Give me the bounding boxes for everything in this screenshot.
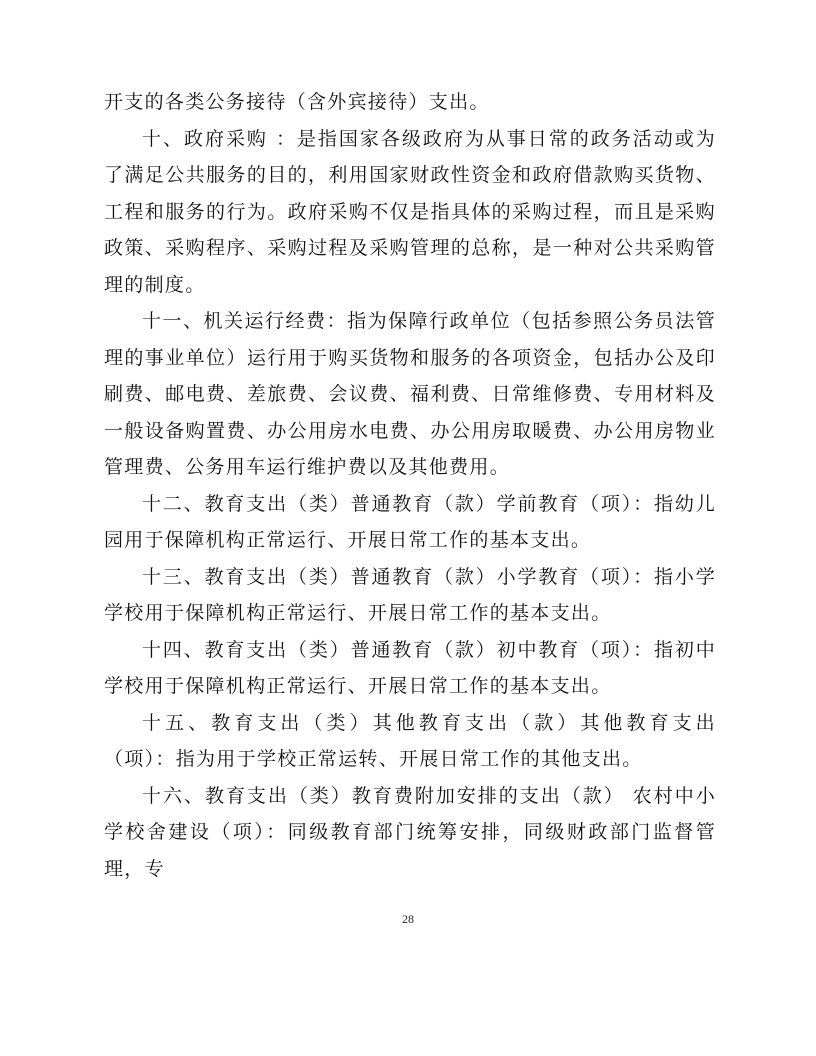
paragraph-agency-operating-funds: 十一、机关运行经费：指为保障行政单位（包括参照公务员法管理的事业单位）运行用于购买货物和服务的各项资金，包括办公及印刷费、邮电费、差旅费、会议费、福利费、日常维修费、专用材料及一般设备购置费、办公用房水电费、办公用房取暖费、办公用房物业管理费、公务用车运行维护费以及其他费用。 bbox=[104, 310, 716, 478]
page-number: 28 bbox=[402, 912, 414, 926]
paragraph-government-procurement: 十、政府采购 ：是指国家各级政府为从事日常的政务活动或为了满足公共服务的目的，利用国家财政性资金和政府借款购买货物、工程和服务的行为。政府采购不仅是指具体的采购过程，而且是采购政策、采购程序、采购过程及采购管理的总称，是一种对公共采购管理的制度。 bbox=[104, 127, 716, 296]
paragraph-primary-education: 十三、教育支出（类）普通教育（款）小学教育（项）：指小学学校用于保障机构正常运行、开展日常工作的基本支出。 bbox=[104, 565, 716, 624]
paragraph-continuation: 开支的各类公务接待（含外宾接待）支出。 bbox=[104, 91, 490, 113]
body-text bbox=[104, 84, 716, 887]
paragraph-preschool-education: 十二、教育支出（类）普通教育（款）学前教育（项）：指幼儿园用于保障机构正常运行、开展日常工作的基本支出。 bbox=[104, 492, 716, 551]
paragraph-junior-high-education: 十四、教育支出（类）普通教育（款）初中教育（项）：指初中学校用于保障机构正常运行、开展日常工作的基本支出。 bbox=[104, 638, 716, 697]
paragraph-other-education: 十五、教育支出（类）其他教育支出（款）其他教育支出（项）：指为用于学校正常运转、开展日常工作的其他支出。 bbox=[104, 711, 716, 770]
paragraph-rural-school-construction: 十六、教育支出（类）教育费附加安排的支出（款） 农村中小学校舍建设（项）：同级教育部门统筹安排，同级财政部门监督管理，专 bbox=[104, 784, 716, 880]
